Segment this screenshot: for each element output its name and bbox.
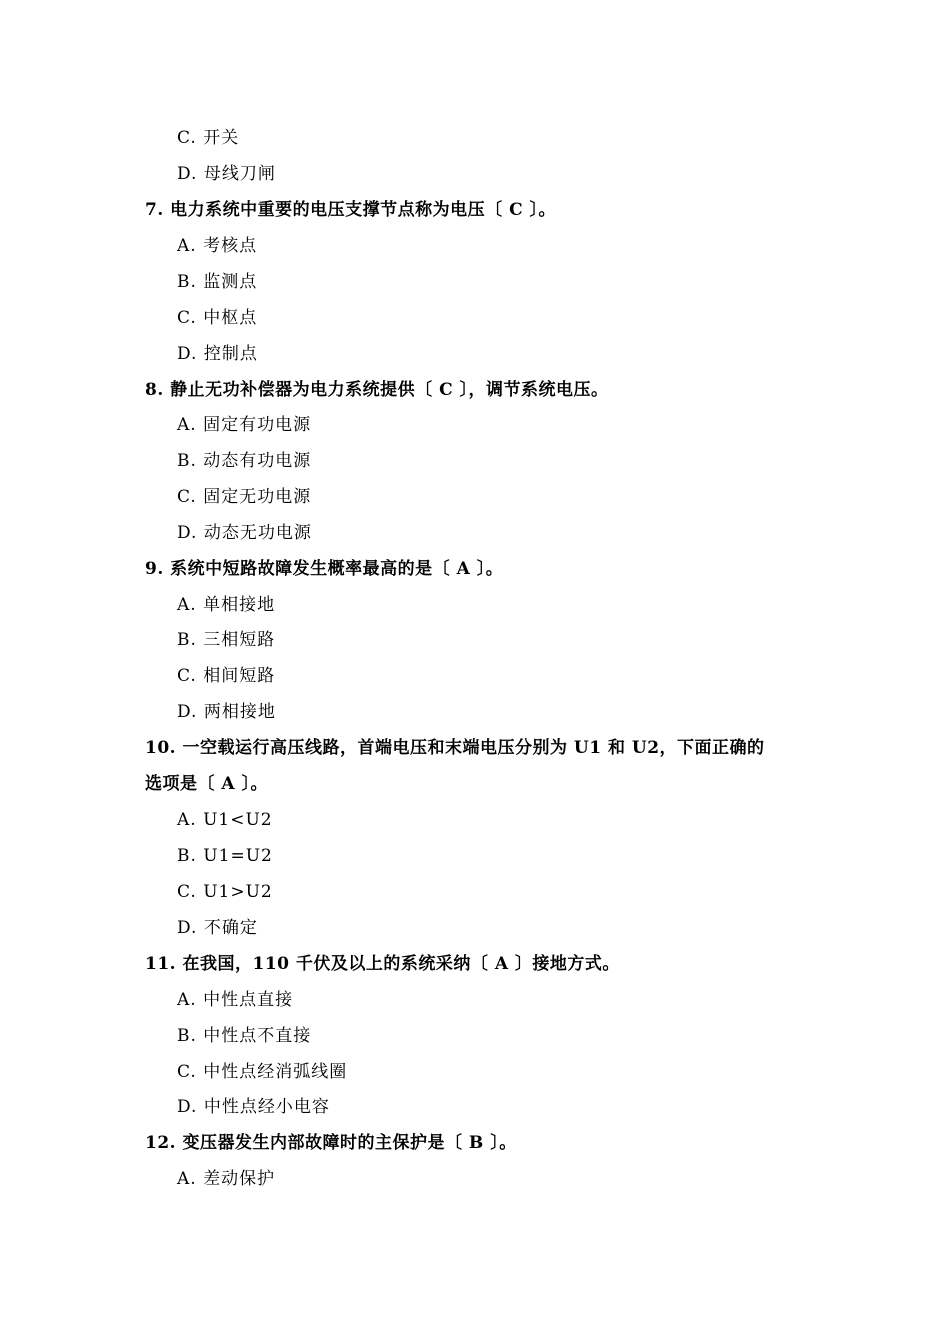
option-6c: C. 开关 [177,128,240,148]
option-9d: D. 两相接地 [177,702,276,722]
question-9: 9. 系统中短路故障发生概率最高的是〔 A 〕。 [145,559,504,579]
option-7c: C. 中枢点 [177,308,258,328]
question-11: 11. 在我国，110 千伏及以上的系统采纳〔 A 〕接地方式。 [145,954,620,974]
option-10b: B. U1=U2 [177,846,273,866]
option-8d: D. 动态无功电源 [177,523,312,543]
question-7: 7. 电力系统中重要的电压支撑节点称为电压〔 C 〕。 [145,200,557,220]
option-7a: A. 考核点 [177,236,258,256]
question-8: 8. 静止无功补偿器为电力系统提供〔 C 〕，调节系统电压。 [145,380,609,400]
option-8b: B. 动态有功电源 [177,451,312,471]
option-11d: D. 中性点经小电容 [177,1097,330,1117]
option-9c: C. 相间短路 [177,666,276,686]
option-11b: B. 中性点不直接 [177,1026,312,1046]
question-10-line-1: 10. 一空载运行高压线路，首端电压和末端电压分别为 U1 和 U2，下面正确的 [145,738,765,758]
question-10-line-2: 选项是〔 A 〕。 [145,774,269,794]
option-7b: B. 监测点 [177,272,258,292]
option-9b: B. 三相短路 [177,630,276,650]
option-6d: D. 母线刀闸 [177,164,276,184]
option-9a: A. 单相接地 [177,595,276,615]
option-10c: C. U1>U2 [177,882,273,902]
question-12: 12. 变压器发生内部故障时的主保护是〔 B 〕。 [145,1133,517,1153]
option-11c: C. 中性点经消弧线圈 [177,1062,348,1082]
option-7d: D. 控制点 [177,344,258,364]
option-8c: C. 固定无功电源 [177,487,312,507]
option-8a: A. 固定有功电源 [177,415,312,435]
option-12a: A. 差动保护 [177,1169,276,1189]
option-11a: A. 中性点直接 [177,990,294,1010]
option-10a: A. U1<U2 [177,810,273,830]
option-10d: D. 不确定 [177,918,258,938]
